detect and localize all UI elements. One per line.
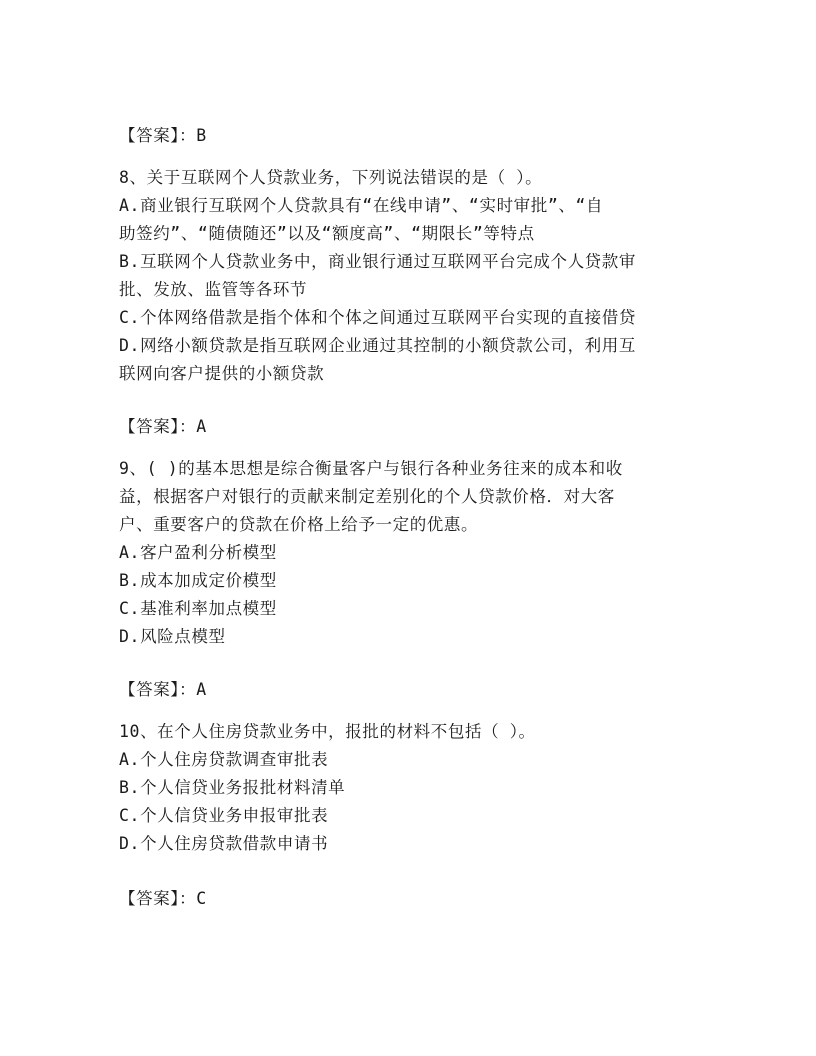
question-10-option-c: C.个人信贷业务申报审批表 bbox=[119, 806, 329, 825]
question-10-option-b: B.个人信贷业务报批材料清单 bbox=[119, 778, 346, 797]
answer-label-q8: 【答案】：A bbox=[119, 417, 207, 436]
question-10-option-d: D.个人住房贷款借款申请书 bbox=[119, 834, 329, 853]
question-9-stem-line1: 9、( )的基本思想是综合衡量客户与银行各种业务往来的成本和收 bbox=[119, 459, 623, 478]
question-8-option-a-line2: 助签约”、“随债随还”以及“额度高”、“期限长”等特点 bbox=[119, 224, 535, 243]
question-9-option-d: D.风险点模型 bbox=[119, 627, 226, 646]
question-9-option-b: B.成本加成定价模型 bbox=[119, 571, 277, 590]
question-8-option-d-line1: D.网络小额贷款是指互联网企业通过其控制的小额贷款公司，利用互 bbox=[119, 336, 636, 355]
question-8-stem: 8、关于互联网个人贷款业务，下列说法错误的是（ ）。 bbox=[119, 168, 543, 187]
question-8-option-a-line1: A.商业银行互联网个人贷款具有“在线申请”、“实时审批”、“自 bbox=[119, 196, 604, 215]
question-8-option-b-line2: 批、发放、监管等各环节 bbox=[119, 280, 308, 299]
question-9-option-c: C.基准利率加点模型 bbox=[119, 599, 277, 618]
question-8-option-d-line2: 联网向客户提供的小额贷款 bbox=[119, 364, 325, 383]
question-9-stem-line3: 户、重要客户的贷款在价格上给予一定的优惠。 bbox=[119, 515, 479, 534]
answer-label-q9: 【答案】：A bbox=[119, 680, 207, 699]
answer-label-q7: 【答案】：B bbox=[119, 126, 207, 145]
question-10-option-a: A.个人住房贷款调查审批表 bbox=[119, 750, 329, 769]
question-9-stem-line2: 益，根据客户对银行的贡献来制定差别化的个人贷款价格．对大客 bbox=[119, 487, 615, 506]
question-8-option-c: C.个体网络借款是指个体和个体之间通过互联网平台实现的直接借贷 bbox=[119, 308, 636, 327]
answer-label-q10: 【答案】：C bbox=[119, 889, 207, 908]
question-8-option-b-line1: B.互联网个人贷款业务中，商业银行通过互联网平台完成个人贷款审 bbox=[119, 252, 636, 271]
question-10-stem: 10、在个人住房贷款业务中，报批的材料不包括（ ）。 bbox=[119, 722, 536, 741]
question-9-option-a: A.客户盈利分析模型 bbox=[119, 543, 277, 562]
